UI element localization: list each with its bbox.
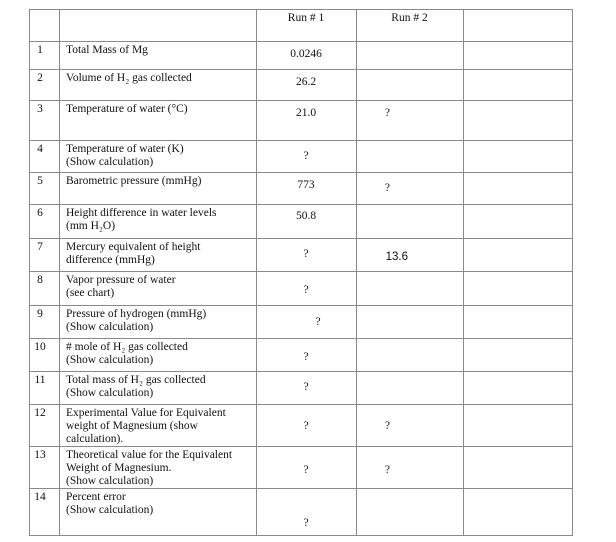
row-number: 6 xyxy=(37,207,43,219)
row-label: Percent error (Show calculation) xyxy=(66,491,154,516)
row-line xyxy=(29,271,573,272)
run-1-value: ? xyxy=(303,464,309,476)
row-line xyxy=(29,41,573,42)
run-2-value: ? xyxy=(384,182,390,194)
run-2-value: ? xyxy=(384,464,390,476)
row-number: 9 xyxy=(37,308,43,320)
row-number: 7 xyxy=(37,241,43,253)
row-line xyxy=(29,404,573,405)
row-label: Total mass of H₂ gas collected (Show calculation) xyxy=(66,374,206,399)
row-label: Experimental Value for Equivalent weight of Magnesium (show calculation). xyxy=(66,407,226,445)
run-1-value: ? xyxy=(303,420,309,432)
row-number: 13 xyxy=(34,449,46,461)
row-line xyxy=(29,140,573,141)
row-line xyxy=(29,446,573,447)
row-line xyxy=(29,305,573,306)
run-2-value: 13.6 xyxy=(385,251,408,263)
row-label: Theoretical value for the Equivalent Weight of Magnesium. (Show calculation) xyxy=(66,449,233,487)
row-label: Vapor pressure of water (see chart) xyxy=(66,274,176,299)
row-label: Volume of H₂ gas collected xyxy=(66,72,192,84)
row-line xyxy=(29,338,573,339)
row-number: 11 xyxy=(34,374,46,386)
data-table xyxy=(29,9,573,535)
row-number: 5 xyxy=(37,175,43,187)
row-number: 3 xyxy=(37,103,43,115)
run-1-value: 0.0246 xyxy=(290,48,322,60)
run-1-value: ? xyxy=(303,351,309,363)
row-number: 14 xyxy=(34,491,46,503)
row-label: # mole of H₂ gas collected (Show calculation) xyxy=(66,341,188,366)
run-1-value: 21.0 xyxy=(295,107,317,119)
run-1-value: ? xyxy=(303,248,309,260)
row-number: 2 xyxy=(37,72,43,84)
row-line xyxy=(29,371,573,372)
row-label: Total Mass of Mg xyxy=(66,44,148,56)
row-number: 4 xyxy=(37,143,43,155)
row-number: 12 xyxy=(34,407,46,419)
run-2-value: ? xyxy=(384,107,390,119)
run-1-value: ? xyxy=(303,284,309,296)
header-run-2: Run # 2 xyxy=(391,12,428,24)
row-line xyxy=(29,100,573,101)
run-1-value: 50.8 xyxy=(295,210,317,222)
row-label: Mercury equivalent of height difference (mmHg) xyxy=(66,241,201,266)
row-line xyxy=(29,238,573,239)
row-label: Temperature of water (°C) xyxy=(66,103,188,115)
row-line xyxy=(29,204,573,205)
row-label: Height difference in water levels (mm H₂O) xyxy=(66,207,217,232)
run-1-value: ? xyxy=(315,316,321,328)
row-number: 8 xyxy=(37,274,43,286)
row-label: Pressure of hydrogen (mmHg) (Show calculation) xyxy=(66,308,207,333)
row-label: Temperature of water (K) (Show calculation) xyxy=(66,143,184,168)
run-1-value: 773 xyxy=(297,179,315,191)
header-run-1: Run # 1 xyxy=(287,12,325,24)
row-line xyxy=(29,172,573,173)
row-label: Barometric pressure (mmHg) xyxy=(66,175,202,187)
row-number: 1 xyxy=(37,44,43,56)
run-1-value: 26.2 xyxy=(295,76,317,88)
run-2-value: ? xyxy=(384,420,390,432)
row-number: 10 xyxy=(34,341,46,353)
run-1-value: ? xyxy=(303,150,309,162)
row-line xyxy=(29,488,573,489)
row-line xyxy=(29,69,573,70)
row-line xyxy=(29,535,573,536)
run-1-value: ? xyxy=(303,517,309,529)
row-line xyxy=(29,9,573,10)
run-1-value: ? xyxy=(303,381,309,393)
